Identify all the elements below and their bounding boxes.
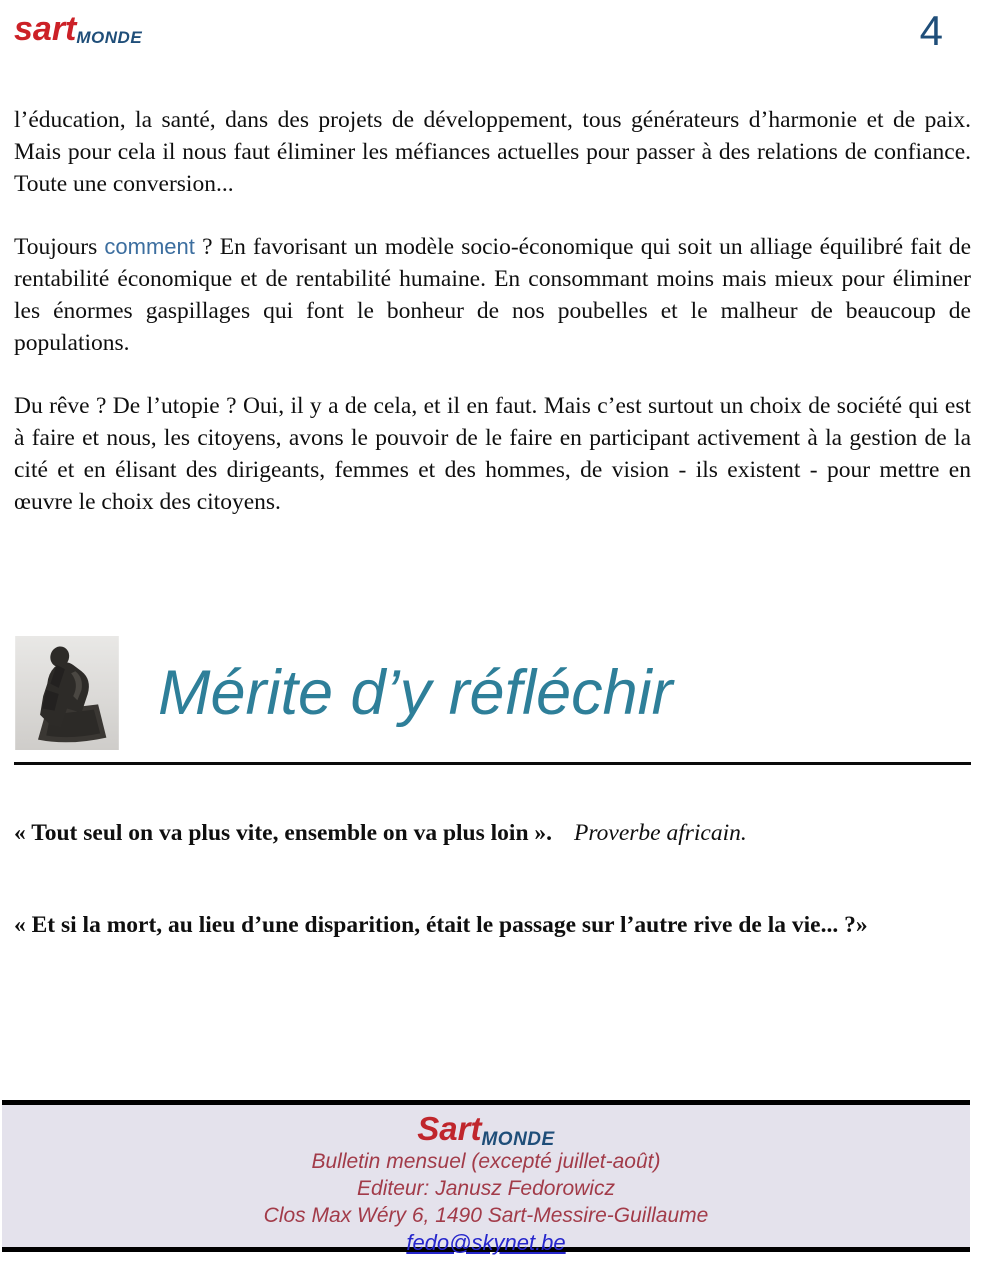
- page-header: [14, 0, 971, 52]
- footer-logo: [2, 1110, 970, 1148]
- paragraph-2-suffix: ? En favorisant un modèle socio-économique qui soit un alliage équilibré fait de rentabilité économique et de rentabilité humaine. En consommant moins mais mieux pour éliminer les énormes gaspillages qui font le bonheur de nos poubelles et le malheur de beaucoup de populations.: [14, 234, 971, 356]
- quote-1-text: « Tout seul on va plus vite, ensemble on va plus loin ».: [14, 820, 553, 846]
- footer-bulletin-info: Bulletin mensuel (excepté juillet-août): [311, 1150, 661, 1173]
- logo-sub-text: MONDE: [76, 28, 143, 47]
- article-body: [14, 104, 971, 518]
- quote-1-attribution: Proverbe africain.: [574, 820, 747, 846]
- quote-death-passage: « Et si la mort, au lieu d’une disparition, était le passage sur l’autre rive de la vie... ?»: [14, 912, 868, 938]
- section-heading-row: [14, 636, 971, 750]
- section-title: Mérite d’y réfléchir: [158, 658, 673, 728]
- footer-box: [2, 1100, 970, 1255]
- section-divider: [14, 762, 971, 765]
- footer-email-row: [2, 1229, 970, 1256]
- email-link[interactable]: fedo@skynet.be: [406, 1230, 566, 1255]
- footer-editor: Editeur: Janusz Fedorowicz: [357, 1177, 615, 1200]
- paragraph-2-prefix: Toujours: [14, 234, 105, 260]
- footer-address: Clos Max Wéry 6, 1490 Sart-Messire-Guillaume: [263, 1204, 709, 1227]
- footer-logo-sub-text: MONDE: [481, 1129, 555, 1150]
- quote-african-proverb: [14, 817, 971, 849]
- sartmonde-logo: [14, 10, 142, 49]
- logo-main-text: sart: [14, 10, 77, 48]
- comment-keyword: comment: [104, 234, 195, 259]
- footer-logo-main-text: Sart: [417, 1110, 482, 1147]
- paragraph-3: Du rêve ? De l’utopie ? Oui, il y a de cela, et il en faut. Mais c’est surtout un choix de société qui est à faire et nous, les citoyens, avons le pouvoir de le faire en participant activement à la gestion de la cité et en élisant des dirigeants, femmes et des hommes, de vision - ils existent - pour mettre en œuvre le choix des citoyens.: [14, 393, 971, 515]
- page-number: 4: [919, 7, 943, 54]
- paragraph-2: [14, 231, 971, 359]
- thinker-statue-image: [14, 636, 120, 750]
- paragraph-1: l’éducation, la santé, dans des projets de développement, tous générateurs d’harmonie et de paix. Mais pour cela il nous faut éliminer les méfiances actuelles pour passer à des relations de confiance. Toute une conversion...: [14, 107, 971, 197]
